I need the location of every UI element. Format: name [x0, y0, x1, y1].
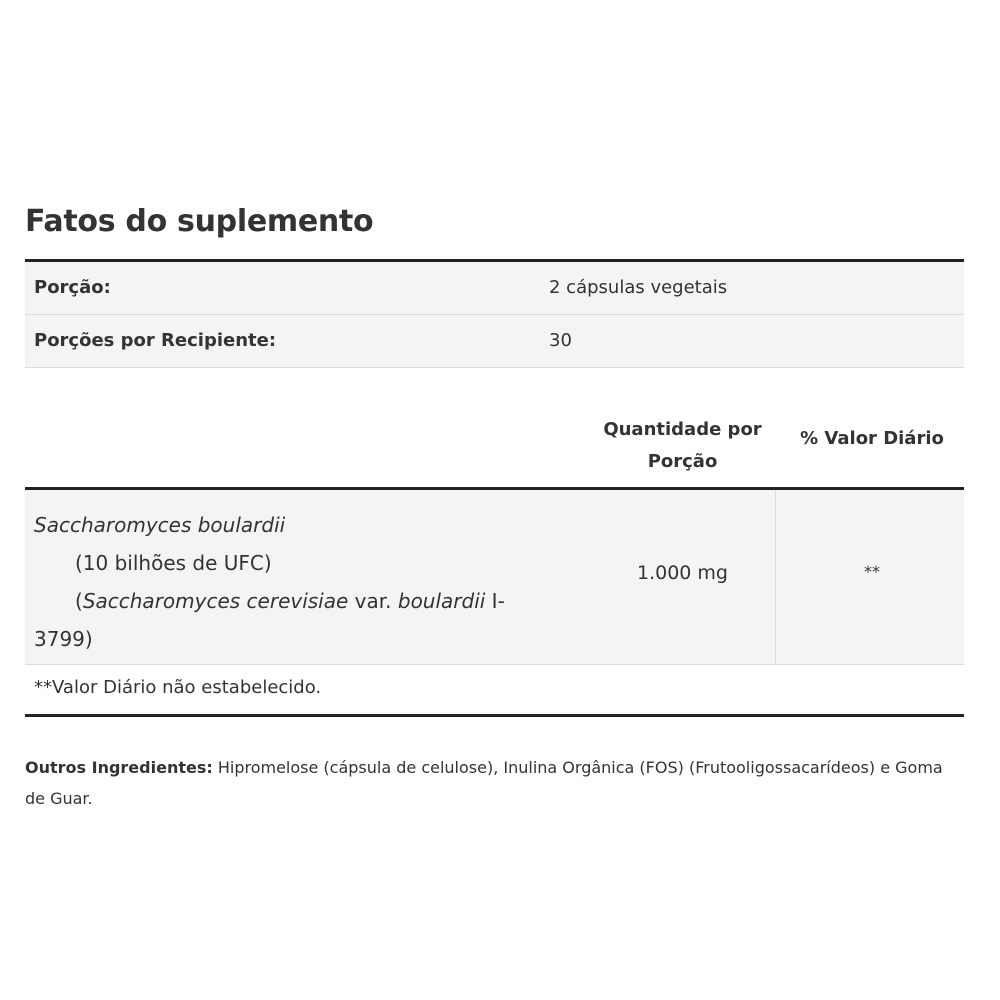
daily-value-footnote: **Valor Diário não estabelecido. — [34, 677, 322, 698]
serving-info-table — [25, 259, 964, 368]
nutrient-strain — [34, 582, 574, 620]
other-ingredients-label: Outros Ingredientes: — [25, 758, 213, 777]
nutrient-cfu: (10 bilhões de UFC) — [75, 551, 272, 575]
strain-variety: boulardii — [397, 589, 486, 613]
servings-per-container-label: Porções por Recipiente: — [34, 330, 277, 351]
strain-species: Saccharomyces cerevisiae — [82, 589, 349, 613]
footnote-row — [25, 662, 964, 717]
nutrient-table — [25, 487, 964, 665]
serving-size-row — [25, 262, 964, 315]
other-ingredients — [25, 752, 964, 814]
page-title: Fatos do suplemento — [25, 204, 374, 239]
strain-code-part2: 3799) — [34, 627, 93, 651]
servings-per-container-row — [25, 315, 964, 368]
strain-code-part1: I- — [485, 589, 505, 613]
nutrient-daily-value: ** — [864, 562, 880, 581]
nutrient-name: Saccharomyces boulardii — [34, 513, 286, 537]
amount-header-line1: Quantidade por — [603, 419, 762, 440]
serving-size-label: Porção: — [34, 277, 111, 298]
strain-open-paren: ( — [75, 589, 83, 613]
nutrient-description — [34, 506, 574, 658]
serving-size-value: 2 cápsulas vegetais — [549, 277, 728, 298]
amount-per-serving-header — [585, 414, 780, 478]
daily-value-header: % Valor Diário — [800, 428, 944, 449]
nutrient-amount: 1.000 mg — [636, 562, 728, 584]
servings-per-container-value: 30 — [549, 330, 572, 351]
amount-header-line2: Porção — [647, 451, 718, 472]
other-ingredients-text: Hipromelose (cápsula de celulose), Inulina Orgânica (FOS) (Frutooligossacarídeos) e Goma de Guar. — [25, 758, 943, 808]
strain-var: var. — [348, 589, 398, 613]
